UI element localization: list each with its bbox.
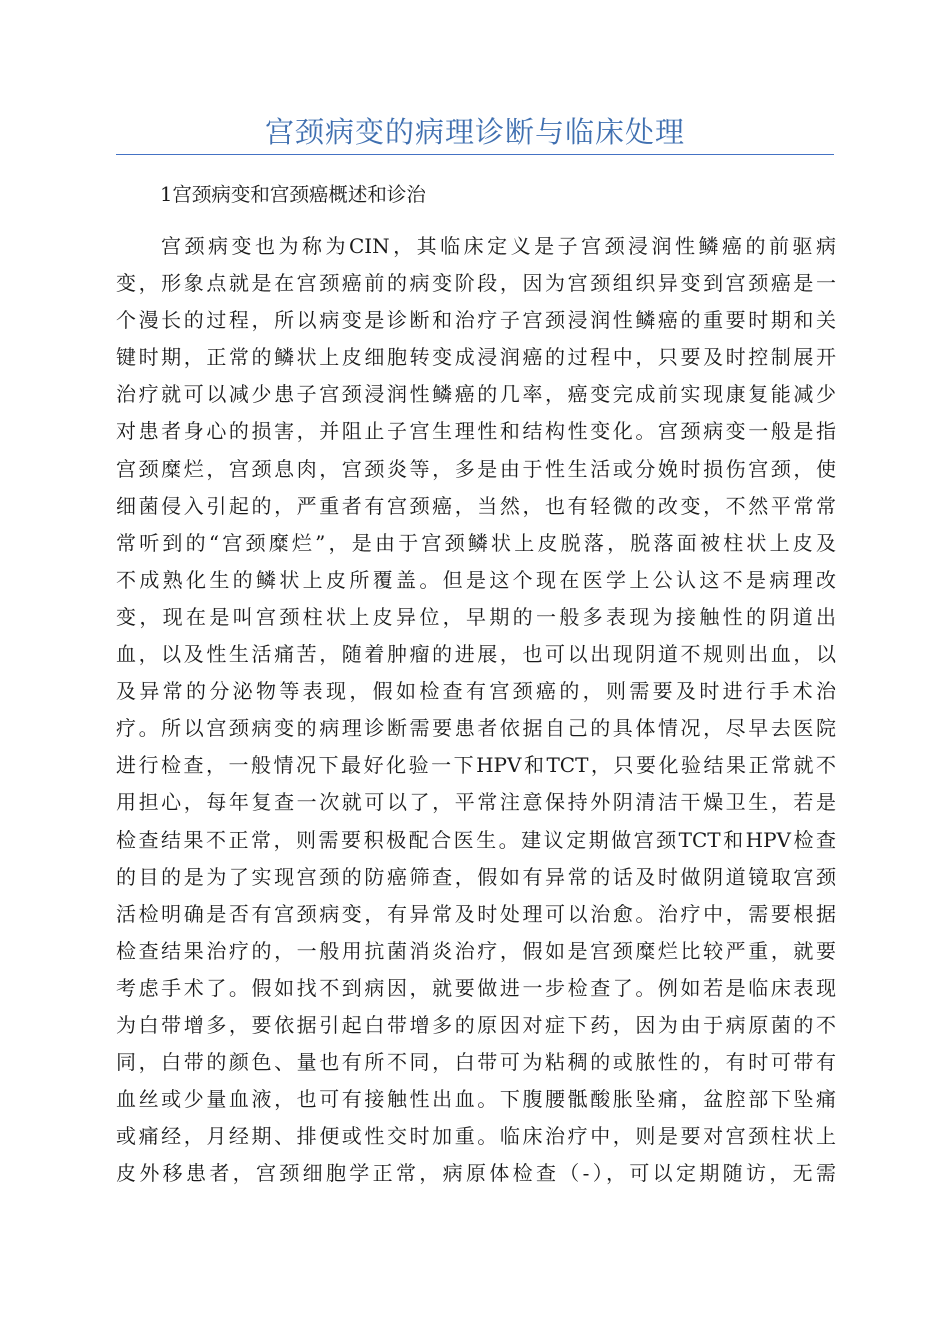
paragraph-line: 血，以及性生活痛苦，随着肿瘤的进展，也可以出现阴道不规则出血，以	[116, 642, 836, 667]
paragraph-line: 变，形象点就是在宫颈癌前的病变阶段，因为宫颈组织异变到宫颈癌是一	[116, 271, 836, 296]
document-title: 宫颈病变的病理诊断与临床处理	[264, 115, 685, 149]
paragraph-line: 键时期，正常的鳞状上皮细胞转变成浸润癌的过程中，只要及时控制展开	[116, 345, 836, 370]
paragraph-line: 进行检查，一般情况下最好化验一下HPV和TCT，只要化验结果正常就不	[116, 753, 836, 778]
paragraph-line: 个漫长的过程，所以病变是诊断和治疗子宫颈浸润性鳞癌的重要时期和关	[116, 308, 836, 333]
section-heading: 1宫颈病变和宫颈癌概述和诊治	[160, 183, 426, 206]
paragraph-line: 宫颈糜烂，宫颈息肉，宫颈炎等，多是由于性生活或分娩时损伤宫颈，使	[116, 456, 836, 481]
paragraph-line: 活检明确是否有宫颈病变，有异常及时处理可以治愈。治疗中，需要根据	[116, 901, 836, 926]
paragraph-line: 宫颈病变也为称为CIN，其临床定义是子宫颈浸润性鳞癌的前驱病	[161, 234, 836, 258]
paragraph-line: 或痛经，月经期、排便或性交时加重。临床治疗中，则是要对宫颈柱状上	[116, 1124, 836, 1149]
paragraph-line: 细菌侵入引起的，严重者有宫颈癌，当然，也有轻微的改变，不然平常常	[116, 493, 836, 518]
paragraph-line: 检查结果治疗的，一般用抗菌消炎治疗，假如是宫颈糜烂比较严重，就要	[116, 938, 836, 963]
paragraph-line: 治疗就可以减少患子宫颈浸润性鳞癌的几率，癌变完成前实现康复能减少	[116, 382, 836, 407]
paragraph-line: 变，现在是叫宫颈柱状上皮异位，早期的一般多表现为接触性的阴道出	[116, 604, 836, 629]
paragraph-line: 皮外移患者，宫颈细胞学正常，病原体检查（-），可以定期随访，无需	[116, 1161, 836, 1186]
paragraph-line: 用担心，每年复查一次就可以了，平常注意保持外阴清洁干燥卫生，若是	[116, 790, 836, 815]
paragraph-line: 的目的是为了实现宫颈的防癌筛查，假如有异常的话及时做阴道镜取宫颈	[116, 864, 836, 889]
paragraph-line: 不成熟化生的鳞状上皮所覆盖。但是这个现在医学上公认这不是病理改	[116, 567, 836, 592]
paragraph-line: 考虑手术了。假如找不到病因，就要做进一步检查了。例如若是临床表现	[116, 975, 836, 1000]
paragraph-line: 检查结果不正常，则需要积极配合医生。建议定期做宫颈TCT和HPV检查	[116, 827, 836, 852]
paragraph-line: 血丝或少量血液，也可有接触性出血。下腹腰骶酸胀坠痛，盆腔部下坠痛	[116, 1087, 836, 1112]
body-paragraph	[116, 228, 836, 1192]
paragraph-line: 对患者身心的损害，并阻止子宫生理性和结构性变化。宫颈病变一般是指	[116, 419, 836, 444]
title-underline	[116, 154, 834, 155]
paragraph-line: 常听到的“宫颈糜烂”，是由于宫颈鳞状上皮脱落，脱落面被柱状上皮及	[116, 530, 836, 555]
paragraph-line: 为白带增多，要依据引起白带增多的原因对症下药，因为由于病原菌的不	[116, 1012, 836, 1037]
paragraph-line: 疗。所以宫颈病变的病理诊断需要患者依据自己的具体情况，尽早去医院	[116, 716, 836, 741]
paragraph-line: 及异常的分泌物等表现，假如检查有宫颈癌的，则需要及时进行手术治	[116, 679, 836, 704]
paragraph-line: 同，白带的颜色、量也有所不同，白带可为粘稠的或脓性的，有时可带有	[116, 1050, 836, 1075]
